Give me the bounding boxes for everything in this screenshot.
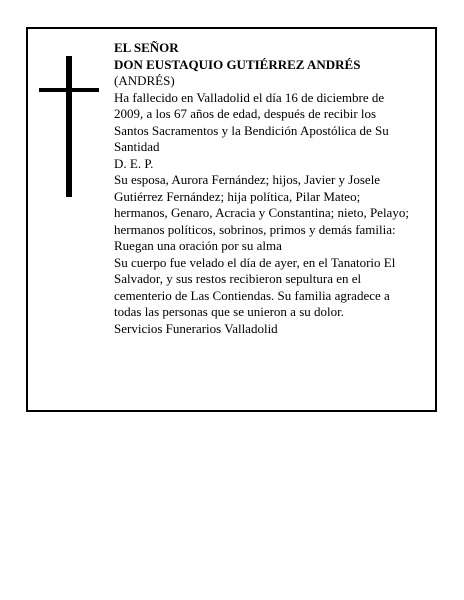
death-announcement: Ha fallecido en Valladolid el día 16 de diciembre de 2009, a los 67 años de edad, después de recibir los Santos Sacramentos y la Bendición Apostólica de Su Santidad (114, 89, 389, 154)
latin-cross-icon (39, 56, 99, 197)
deceased-name: DON EUSTAQUIO GUTIÉRREZ ANDRÉS (114, 56, 361, 72)
obituary-frame (26, 27, 437, 412)
obituary-text (114, 40, 414, 337)
cross-vertical-bar (66, 56, 72, 197)
deceased-nickname: (ANDRÉS) (114, 73, 175, 88)
cross-horizontal-bar (39, 88, 99, 92)
rest-in-peace: D. E. P. (114, 155, 154, 171)
family-list: Su esposa, Aurora Fernández; hijos, Javier y Josele Gutiérrez Fernández; hija política, Pilar Mateo; hermanos, Genaro, Acracia y Constantina; nieto, Pelayo; hermanos políticos, sobrinos, primos y demás familia: (114, 172, 409, 237)
burial-details: Su cuerpo fue velado el día de ayer, en el Tanatorio El Salvador, y sus restos recibieron sepultura en el cementerio de Las Contiendas. Su familia agradece a todas las personas que se unieron a su dolor. (114, 254, 396, 319)
funeral-home: Servicios Funerarios Valladolid (114, 320, 278, 336)
prayer-request: Ruegan una oración por su alma (114, 238, 282, 253)
title-line-1: EL SEÑOR (114, 40, 179, 55)
